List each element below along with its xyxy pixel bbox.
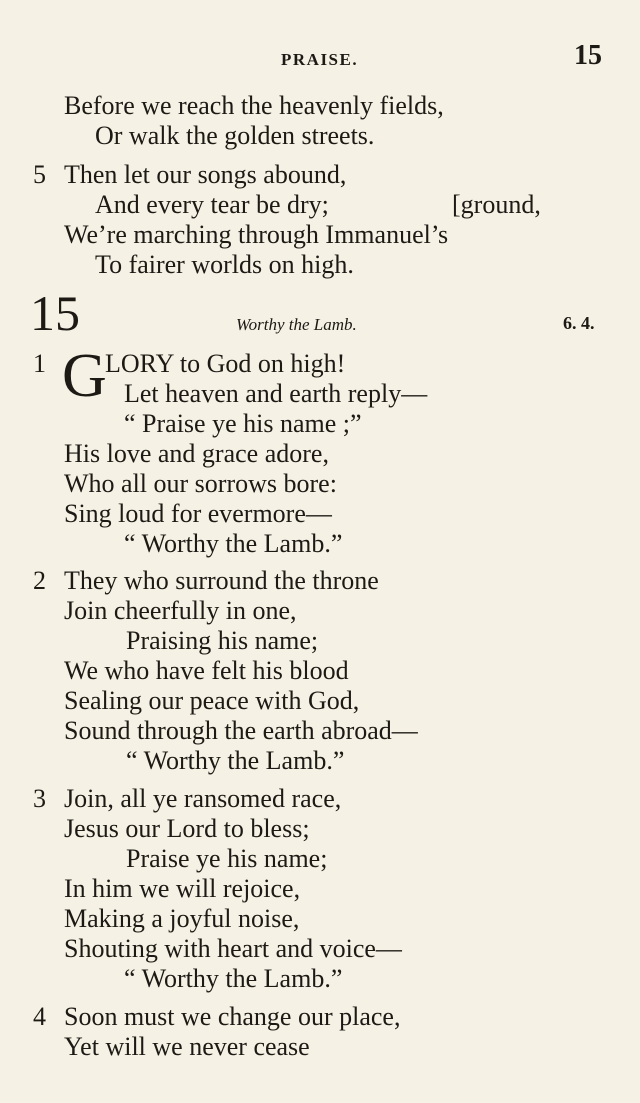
- verse-line: “ Worthy the Lamb.”: [126, 746, 345, 775]
- drop-capital: G: [62, 342, 107, 410]
- verse-number: 3: [33, 784, 46, 813]
- verse-line: Praise ye his name;: [126, 844, 328, 873]
- page-number: 15: [574, 40, 602, 71]
- verse-line: To fairer worlds on high.: [95, 250, 354, 279]
- running-title: PRAISE.: [281, 50, 359, 69]
- verse-line-overflow: [ground,: [452, 190, 541, 219]
- verse-line: “ Worthy the Lamb.”: [124, 529, 343, 558]
- running-head: [0, 40, 640, 76]
- verse-line: Yet will we never cease: [64, 1032, 310, 1061]
- verse-line: Soon must we change our place,: [64, 1002, 401, 1031]
- verse-line: Sealing our peace with God,: [64, 686, 360, 715]
- verse-line: Join, all ye ransomed race,: [64, 784, 342, 813]
- verse-line: They who surround the throne: [64, 566, 379, 595]
- verse-line: Sound through the earth abroad—: [64, 716, 418, 745]
- verse-number: 2: [33, 566, 46, 595]
- continued-line: Or walk the golden streets.: [95, 121, 375, 150]
- verse-number: 1: [33, 349, 46, 378]
- continued-line: Before we reach the heavenly fields,: [64, 91, 444, 120]
- verse-line: Then let our songs abound,: [64, 160, 347, 189]
- verse-line: Sing loud for evermore—: [64, 499, 332, 528]
- verse-number: 4: [33, 1002, 46, 1031]
- hymn-title: Worthy the Lamb.: [236, 315, 357, 334]
- verse-number: 5: [33, 160, 46, 189]
- verse-line: Shouting with heart and voice—: [64, 934, 402, 963]
- verse-line: “ Praise ye his name ;”: [124, 409, 362, 438]
- hymn-number: 15: [30, 285, 80, 341]
- verse-line: “ Worthy the Lamb.”: [124, 964, 343, 993]
- verse-line: Jesus our Lord to bless;: [64, 814, 310, 843]
- verse-line: Let heaven and earth reply—: [124, 379, 428, 408]
- hymn-meter: 6. 4.: [563, 313, 595, 333]
- verse-line: And every tear be dry;: [95, 190, 329, 219]
- verse-line: Praising his name;: [126, 626, 319, 655]
- verse-line: In him we will rejoice,: [64, 874, 301, 903]
- verse-line: Who all our sorrows bore:: [64, 469, 337, 498]
- verse-line: We’re marching through Immanuel’s: [64, 220, 449, 249]
- verse-line: Join cheerfully in one,: [64, 596, 297, 625]
- verse-line: His love and grace adore,: [64, 439, 329, 468]
- verse-line: Making a joyful noise,: [64, 904, 300, 933]
- verse-line: We who have felt his blood: [64, 656, 349, 685]
- verse-line: LORY to God on high!: [105, 349, 346, 378]
